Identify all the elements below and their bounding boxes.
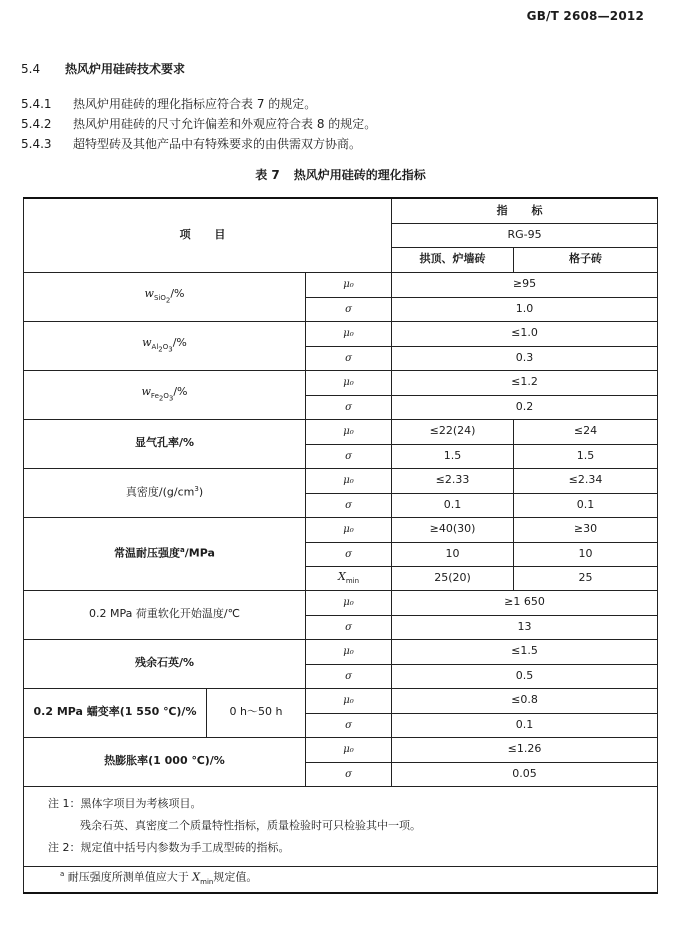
sigma-symbol: σ xyxy=(306,664,392,688)
table-row xyxy=(24,590,658,615)
value-cell: 1.5 xyxy=(392,444,514,468)
table-row xyxy=(24,272,658,297)
value-cell: ≤24 xyxy=(514,419,658,444)
table-row xyxy=(24,737,658,762)
section-title: 热风炉用硅砖技术要求 xyxy=(65,62,186,76)
value-cell: 0.1 xyxy=(392,713,658,737)
note-1: 注 1：黑体字项目为考核项目。 xyxy=(48,797,202,810)
sigma-symbol: σ xyxy=(306,395,392,419)
paragraph-5-4-1 xyxy=(21,95,316,112)
value-cell: ≤22(24) xyxy=(392,419,514,444)
row-label-creep: 0.2 MPa 蠕变率(1 550 ℃)/% xyxy=(24,688,207,737)
value-cell: ≤2.33 xyxy=(392,468,514,493)
spec-table xyxy=(23,197,658,894)
table-row xyxy=(24,370,658,395)
value-cell: ≤0.8 xyxy=(392,688,658,713)
table-row xyxy=(24,419,658,444)
value-cell: ≤2.34 xyxy=(514,468,658,493)
sigma-symbol: σ xyxy=(306,542,392,566)
row-label-softening: 0.2 MPa 荷重软化开始温度/℃ xyxy=(24,590,306,639)
value-cell: 0.3 xyxy=(392,346,658,370)
notes-cell xyxy=(24,786,658,866)
sigma-symbol: σ xyxy=(306,713,392,737)
standard-number: GB/T 2608—2012 xyxy=(526,9,644,23)
value-cell: ≥30 xyxy=(514,517,658,542)
table-row xyxy=(24,321,658,346)
value-cell: 0.1 xyxy=(514,493,658,517)
paragraph-text: 热风炉用硅砖的尺寸允许偏差和外观应符合表 8 的规定。 xyxy=(73,117,377,131)
value-cell: 25 xyxy=(514,566,658,590)
sigma-symbol: σ xyxy=(306,493,392,517)
mu-symbol: μ₀ xyxy=(306,590,392,615)
mu-symbol: μ₀ xyxy=(306,639,392,664)
row-label-strength: 常温耐压强度$^a$/MPa xyxy=(24,517,306,590)
row-label-fe2o3: $w_{Fe_2O_3}/\%$ xyxy=(24,370,306,419)
mu-symbol: μ₀ xyxy=(306,272,392,297)
section-number: 5.4 xyxy=(21,62,41,76)
value-cell: ≤1.26 xyxy=(392,737,658,762)
value-cell: 0.5 xyxy=(392,664,658,688)
mu-symbol: μ₀ xyxy=(306,419,392,444)
value-cell: ≥40(30) xyxy=(392,517,514,542)
value-cell: 13 xyxy=(392,615,658,639)
mu-symbol: μ₀ xyxy=(306,370,392,395)
value-cell: 1.5 xyxy=(514,444,658,468)
row-label-expansion: 热膨胀率(1 000 ℃)/% xyxy=(24,737,306,786)
table-row xyxy=(24,639,658,664)
paragraph-text: 超特型砖及其他产品中有特殊要求的由供需双方协商。 xyxy=(73,137,362,151)
table-title: 热风炉用硅砖的理化指标 xyxy=(293,168,426,182)
value-cell: 25(20) xyxy=(392,566,514,590)
grade-header: RG-95 xyxy=(392,223,658,247)
mu-symbol: μ₀ xyxy=(306,468,392,493)
creep-time: 0 h～50 h xyxy=(207,688,306,737)
sigma-symbol: σ xyxy=(306,762,392,786)
row-label-porosity: 显气孔率/% xyxy=(24,419,306,468)
value-cell: ≥1 650 xyxy=(392,590,658,615)
footnote-cell: $^a$ 耐压强度所测单值应大于 $X_{min}$规定值。 xyxy=(24,866,658,893)
sigma-symbol: σ xyxy=(306,346,392,370)
table-caption xyxy=(0,166,681,183)
footnote-mark: a xyxy=(60,870,65,879)
value-cell: 10 xyxy=(514,542,658,566)
paragraph-number: 5.4.2 xyxy=(21,117,52,131)
paragraph-text: 热风炉用硅砖的理化指标应符合表 7 的规定。 xyxy=(73,97,317,111)
note-2: 注 2：规定值中括号内参数为手工成型砖的指标。 xyxy=(48,841,290,854)
value-cell: ≥95 xyxy=(392,272,658,297)
value-cell: 0.1 xyxy=(392,493,514,517)
value-cell: 0.05 xyxy=(392,762,658,786)
row-label-density: 真密度$/(g/cm^3)$ xyxy=(24,468,306,517)
row-label-quartz: 残余石英/% xyxy=(24,639,306,688)
table-row xyxy=(24,688,658,713)
value-cell: 10 xyxy=(392,542,514,566)
column-b-header: 格子砖 xyxy=(514,247,658,272)
mu-symbol: μ₀ xyxy=(306,517,392,542)
sigma-symbol: σ xyxy=(306,297,392,321)
table-row xyxy=(24,517,658,542)
item-header: 项 目 xyxy=(24,198,392,272)
mu-symbol: μ₀ xyxy=(306,688,392,713)
notes-row xyxy=(24,786,658,866)
xmin-symbol: $X_{min}$ xyxy=(306,566,392,590)
table-row xyxy=(24,468,658,493)
paragraph-number: 5.4.3 xyxy=(21,137,52,151)
value-cell: 0.2 xyxy=(392,395,658,419)
value-cell: ≤1.5 xyxy=(392,639,658,664)
value-cell: 1.0 xyxy=(392,297,658,321)
value-cell: ≤1.2 xyxy=(392,370,658,395)
column-a-header: 拱顶、炉墙砖 xyxy=(392,247,514,272)
mu-symbol: μ₀ xyxy=(306,321,392,346)
row-label-al2o3: $w_{Al_2O_3}/\%$ xyxy=(24,321,306,370)
header-row xyxy=(24,198,658,223)
footnote-row xyxy=(24,866,658,893)
section-heading xyxy=(21,60,185,77)
sigma-symbol: σ xyxy=(306,444,392,468)
paragraph-number: 5.4.1 xyxy=(21,97,52,111)
value-cell: ≤1.0 xyxy=(392,321,658,346)
sigma-symbol: σ xyxy=(306,615,392,639)
index-header: 指 标 xyxy=(392,198,658,223)
row-label-sio2: $w_{SiO_2}/\%$ xyxy=(24,272,306,321)
mu-symbol: μ₀ xyxy=(306,737,392,762)
paragraph-5-4-3 xyxy=(21,135,361,152)
note-1-continued: 残余石英、真密度二个质量特性指标，质量检验时可只检验其中一项。 xyxy=(80,819,421,832)
paragraph-5-4-2 xyxy=(21,115,376,132)
table-number: 表 7 xyxy=(255,168,280,182)
